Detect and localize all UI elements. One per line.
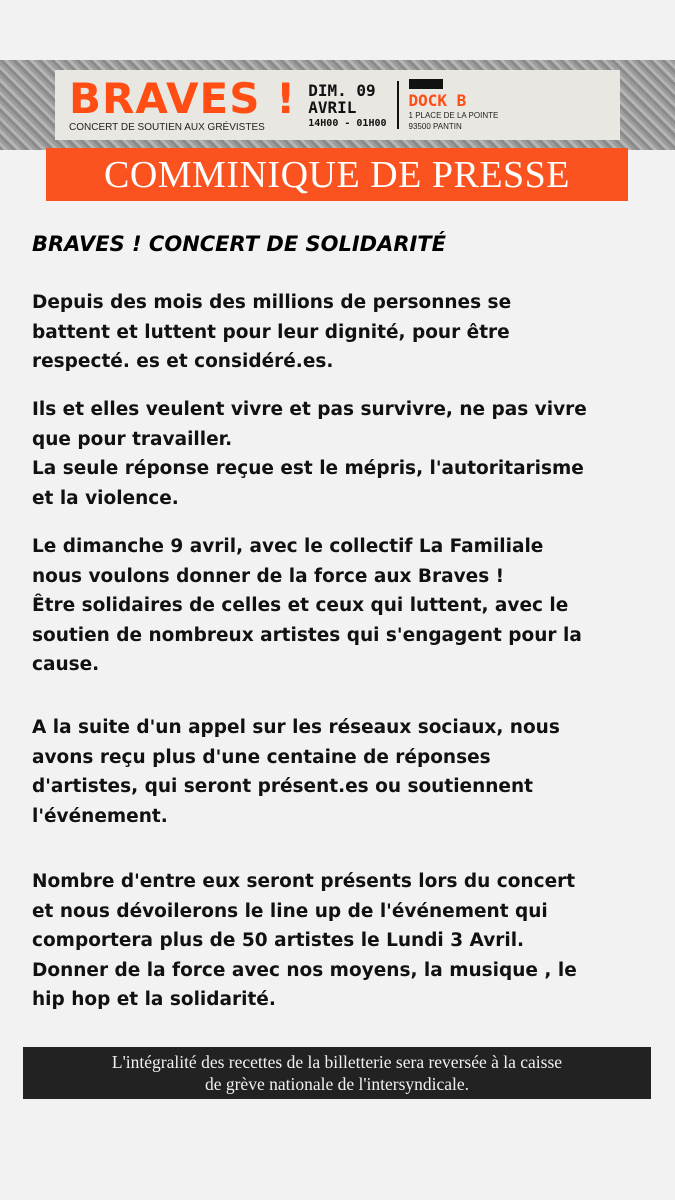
paragraph-line: soutien de nombreux artistes qui s'engagent pour la — [32, 624, 582, 646]
paragraph-line: A la suite d'un appel sur les réseaux sociaux, nous — [32, 717, 560, 738]
paragraph-line: battent et luttent pour leur dignité, pour être — [32, 321, 510, 343]
poster-date-day: DIM. 09 — [308, 80, 376, 100]
paragraph-line: hip hop et la solidarité. — [32, 989, 276, 1010]
paragraph-line: Depuis des mois des millions de personnes se — [32, 292, 512, 313]
paragraph-2 — [32, 395, 652, 513]
paragraph-line: d'artistes, qui seront présent.es ou soutiennent — [32, 776, 533, 797]
paragraph-line: avons reçu plus d'une centaine de réponses — [32, 746, 491, 768]
venue-address-line1: 1 PLACE DE LA POINTE — [408, 111, 499, 120]
paragraph-line: comportera plus de 50 artistes le Lundi 3 Avril. — [32, 930, 525, 951]
paragraph-line: Nombre d'entre eux seront présents lors du concert — [32, 871, 576, 892]
poster-subtitle: CONCERT DE SOUTIEN AUX GRÉVISTES — [69, 122, 265, 133]
event-banner — [0, 60, 675, 150]
paragraph-line: Être solidaires de celles et ceux qui luttent, avec le — [32, 595, 569, 616]
venue-address-line2: 93500 PANTIN — [408, 122, 462, 131]
page-heading: BRAVES ! CONCERT DE SOLIDARITÉ — [32, 232, 446, 256]
event-poster — [55, 70, 620, 140]
poster-title: BRAVES ! — [69, 74, 297, 123]
venue-name: DOCK B — [408, 91, 467, 110]
footer-notice — [23, 1047, 651, 1099]
paragraph-line: Le dimanche 9 avril, avec le collectif La Familiale — [32, 536, 544, 557]
paragraph-1 — [32, 288, 652, 377]
poster-title-block — [69, 74, 297, 133]
paragraph-5 — [32, 867, 652, 1015]
paragraph-4 — [32, 713, 652, 831]
paragraph-line: cause. — [32, 654, 100, 675]
paragraph-line: que pour travailler. — [32, 428, 233, 450]
paragraph-line: et nous dévoilerons le line up de l'événement qui — [32, 900, 548, 922]
venue-logo-icon — [409, 79, 443, 89]
paragraph-line: nous voulons donner de la force aux Braves ! — [32, 565, 505, 587]
paragraph-line: respecté. es et considéré.es. — [32, 351, 334, 372]
paragraph-line: Ils et elles veulent vivre et pas survivre, ne pas vivre — [32, 399, 587, 420]
paragraph-line: l'événement. — [32, 805, 168, 827]
footer-line-2: de grève nationale de l'intersyndicale. — [204, 1074, 470, 1094]
paragraph-line: La seule réponse reçue est le mépris, l'autoritarisme — [32, 458, 584, 479]
poster-time: 14H00 - 01H00 — [308, 117, 387, 129]
paragraph-line: Donner de la force avec nos moyens, la musique , le — [32, 959, 577, 981]
poster-divider — [397, 81, 399, 129]
paragraph-line: et la violence. — [32, 487, 179, 509]
poster-date — [308, 82, 386, 129]
press-release-title: COMMINIQUE DE PRESSE — [46, 148, 628, 201]
paragraph-3 — [32, 532, 652, 680]
footer-line-1: L'intégralité des recettes de la billetterie sera reversée à la caisse — [111, 1052, 563, 1072]
poster-date-month: AVRIL — [308, 97, 357, 117]
poster-venue — [409, 79, 499, 131]
